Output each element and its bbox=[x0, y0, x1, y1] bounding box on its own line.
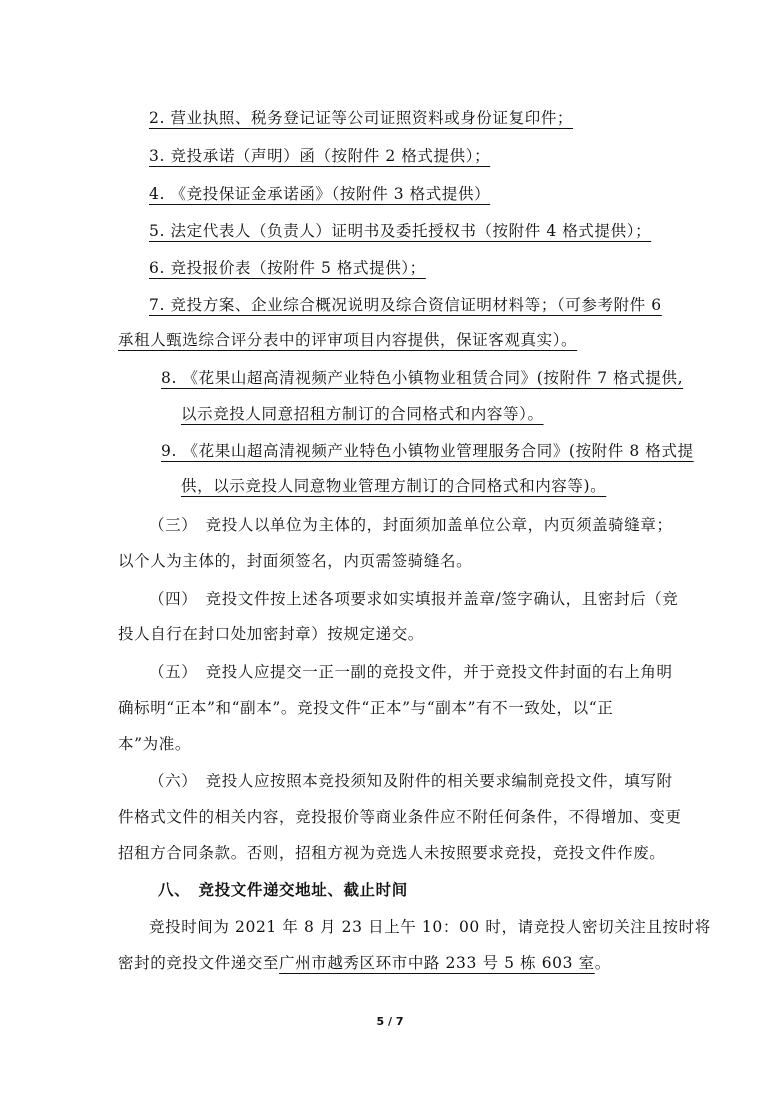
list-item-4: 4. 《竞投保证金承诺函》（按附件 3 格式提供） bbox=[149, 185, 491, 203]
list-item-9-line-1: 9. 《花果山超高清视频产业特色小镇物业管理服务合同》(按附件 8 格式提 bbox=[161, 442, 694, 460]
list-item-7-line-1: 7. 竞投方案、企业综合概况说明及综合资信证明材料等；（可参考附件 6 bbox=[149, 296, 662, 314]
list-item-2: 2. 营业执照、税务登记证等公司证照资料或身份证复印件； bbox=[149, 109, 574, 127]
section-6-line-1: （六） 竞投人应按照本竞投须知及附件的相关要求编制竞投文件，填写附 bbox=[149, 772, 673, 790]
section-8-heading: 八、 竞投文件递交地址、截止时间 bbox=[158, 881, 408, 899]
section-5-line-1: （五） 竞投人应提交一正一副的竞投文件，并于竞投文件封面的右上角明 bbox=[149, 663, 673, 681]
list-item-3: 3. 竞投承诺（声明）函（按附件 2 格式提供）； bbox=[149, 147, 491, 165]
deadline-suffix: 。 bbox=[594, 954, 611, 972]
list-item-8-line-1: 8. 《花果山超高清视频产业特色小镇物业租赁合同》(按附件 7 格式提供, bbox=[161, 369, 684, 387]
section-5-line-2: 确标明“正本”和“副本”。竞投文件“正本”与“副本”有不一致处，以“正 bbox=[118, 699, 614, 717]
submission-address: 广州市越秀区环市中路 233 号 5 栋 603 室 bbox=[279, 954, 595, 972]
deadline-line-1: 竞投时间为 2021 年 8 月 23 日上午 10：00 时，请竞投人密切关注且按时将 bbox=[149, 918, 711, 936]
section-6-line-3: 招租方合同条款。否则，招租方视为竞选人未按照要求竞投，竞投文件作废。 bbox=[118, 844, 666, 862]
section-5-line-3: 本”为准。 bbox=[118, 735, 191, 753]
list-item-9-line-2: 供，以示竞投人同意物业管理方制订的合同格式和内容等)。 bbox=[181, 477, 607, 495]
section-3-line-2: 以个人为主体的，封面须签名，内页需签骑缝名。 bbox=[118, 552, 473, 570]
list-item-6: 6. 竞投报价表（按附件 5 格式提供）； bbox=[149, 259, 426, 277]
list-item-7-line-2: 承租人甄选综合评分表中的评审项目内容提供，保证客观真实）。 bbox=[118, 331, 578, 349]
deadline-line-2 bbox=[118, 953, 611, 973]
list-item-8-line-2: 以示竞投人同意招租方制订的合同格式和内容等）。 bbox=[181, 405, 544, 423]
page-number: 5 / 7 bbox=[376, 1015, 404, 1028]
deadline-prefix: 密封的竞投文件递交至 bbox=[118, 954, 280, 972]
list-item-5: 5. 法定代表人（负责人）证明书及委托授权书（按附件 4 格式提供）； bbox=[149, 222, 652, 240]
section-4-line-1: （四） 竞投文件按上述各项要求如实填报并盖章/签字确认，且密封后（竞 bbox=[149, 590, 679, 608]
section-3-line-1: （三） 竞投人以单位为主体的，封面须加盖单位公章，内页须盖骑缝章； bbox=[149, 516, 673, 534]
section-4-line-2: 投人自行在封口处加密封章）按规定递交。 bbox=[118, 625, 424, 643]
section-6-line-2: 件格式文件的相关内容，竞投报价等商业条件应不附任何条件，不得增加、变更 bbox=[118, 808, 682, 826]
